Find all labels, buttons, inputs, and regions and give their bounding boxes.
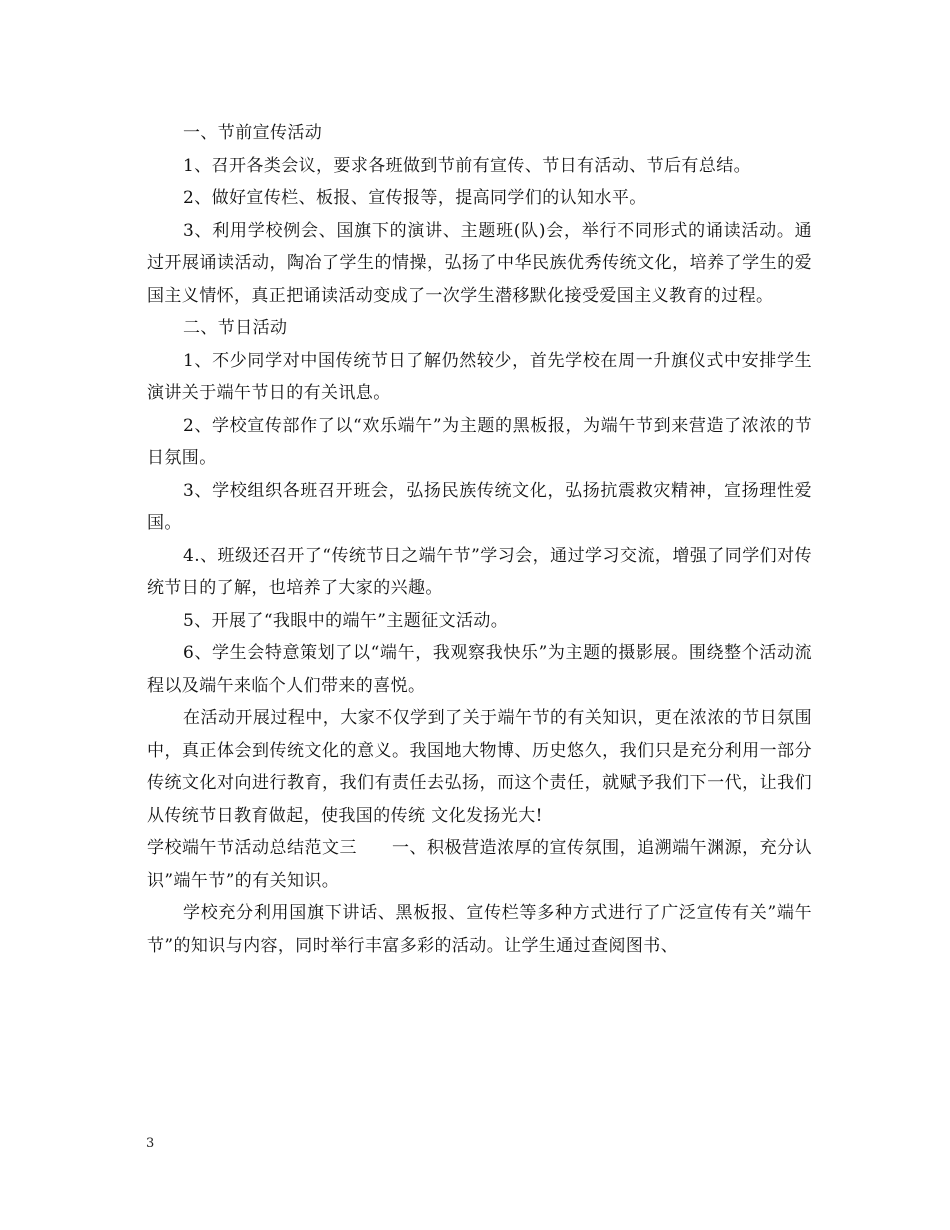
sample-three-heading: 学校端午节活动总结范文三 一、积极营造浓厚的宣传氛围，追溯端午渊源，充分认识”端午节”的有关知识。: [147, 838, 812, 891]
paragraph: 2、学校宣传部作了以“欢乐端午”为主题的黑板报，为端午节到来营造了浓浓的节日氛围。: [147, 415, 812, 468]
paragraph: 4.、班级还召开了“传统节日之端午节”学习会，通过学习交流，增强了同学们对传统节日的了解，也培养了大家的兴趣。: [147, 545, 812, 598]
section-heading-pre-festival: 一、节前宣传活动: [183, 123, 323, 143]
paragraph: 1、不少同学对中国传统节日了解仍然较少，首先学校在周一升旗仪式中安排学生演讲关于端午节日的有关讯息。: [147, 350, 812, 403]
paragraph: 学校充分利用国旗下讲话、黑板报、宣传栏等多种方式进行了广泛宣传有关”端午节”的知识与内容，同时举行丰富多彩的活动。让学生通过查阅图书、: [147, 903, 812, 956]
document-body: [147, 117, 812, 962]
paragraph-summary: 在活动开展过程中，大家不仅学到了关于端午节的有关知识，更在浓浓的节日氛围中，真正体会到传统文化的意义。我国地大物博、历史悠久，我们只是充分利用一部分传统文化对向进行教育，我们有责任去弘扬，而这个责任，就赋予我们下一代，让我们从传统节日教育做起，使我国的传统 文化发扬光大!: [147, 708, 812, 826]
paragraph: 3、学校组织各班召开班会，弘扬民族传统文化，弘扬抗震救灾精神，宣扬理性爱国。: [147, 480, 812, 533]
paragraph: 5、开展了“我眼中的端午”主题征文活动。: [183, 610, 509, 631]
section-heading-festival: 二、节日活动: [183, 318, 288, 338]
page-number: 3: [146, 1136, 155, 1151]
paragraph: 2、做好宣传栏、板报、宣传报等，提高同学们的认知水平。: [183, 188, 647, 208]
paragraph: 3、利用学校例会、国旗下的演讲、主题班(队)会，举行不同形式的诵读活动。通过开展诵读活动，陶冶了学生的情操，弘扬了中华民族优秀传统文化，培养了学生的爱国主义情怀，真正把诵读活动变成了一次学生潜移默化接受爱国主义教育的过程。: [147, 220, 812, 306]
paragraph: 6、学生会特意策划了以“端午，我观察我快乐”为主题的摄影展。围绕整个活动流程以及端午来临个人们带来的喜悦。: [147, 643, 812, 696]
paragraph: 1、召开各类会议，要求各班做到节前有宣传、节日有活动、节后有总结。: [183, 155, 752, 176]
